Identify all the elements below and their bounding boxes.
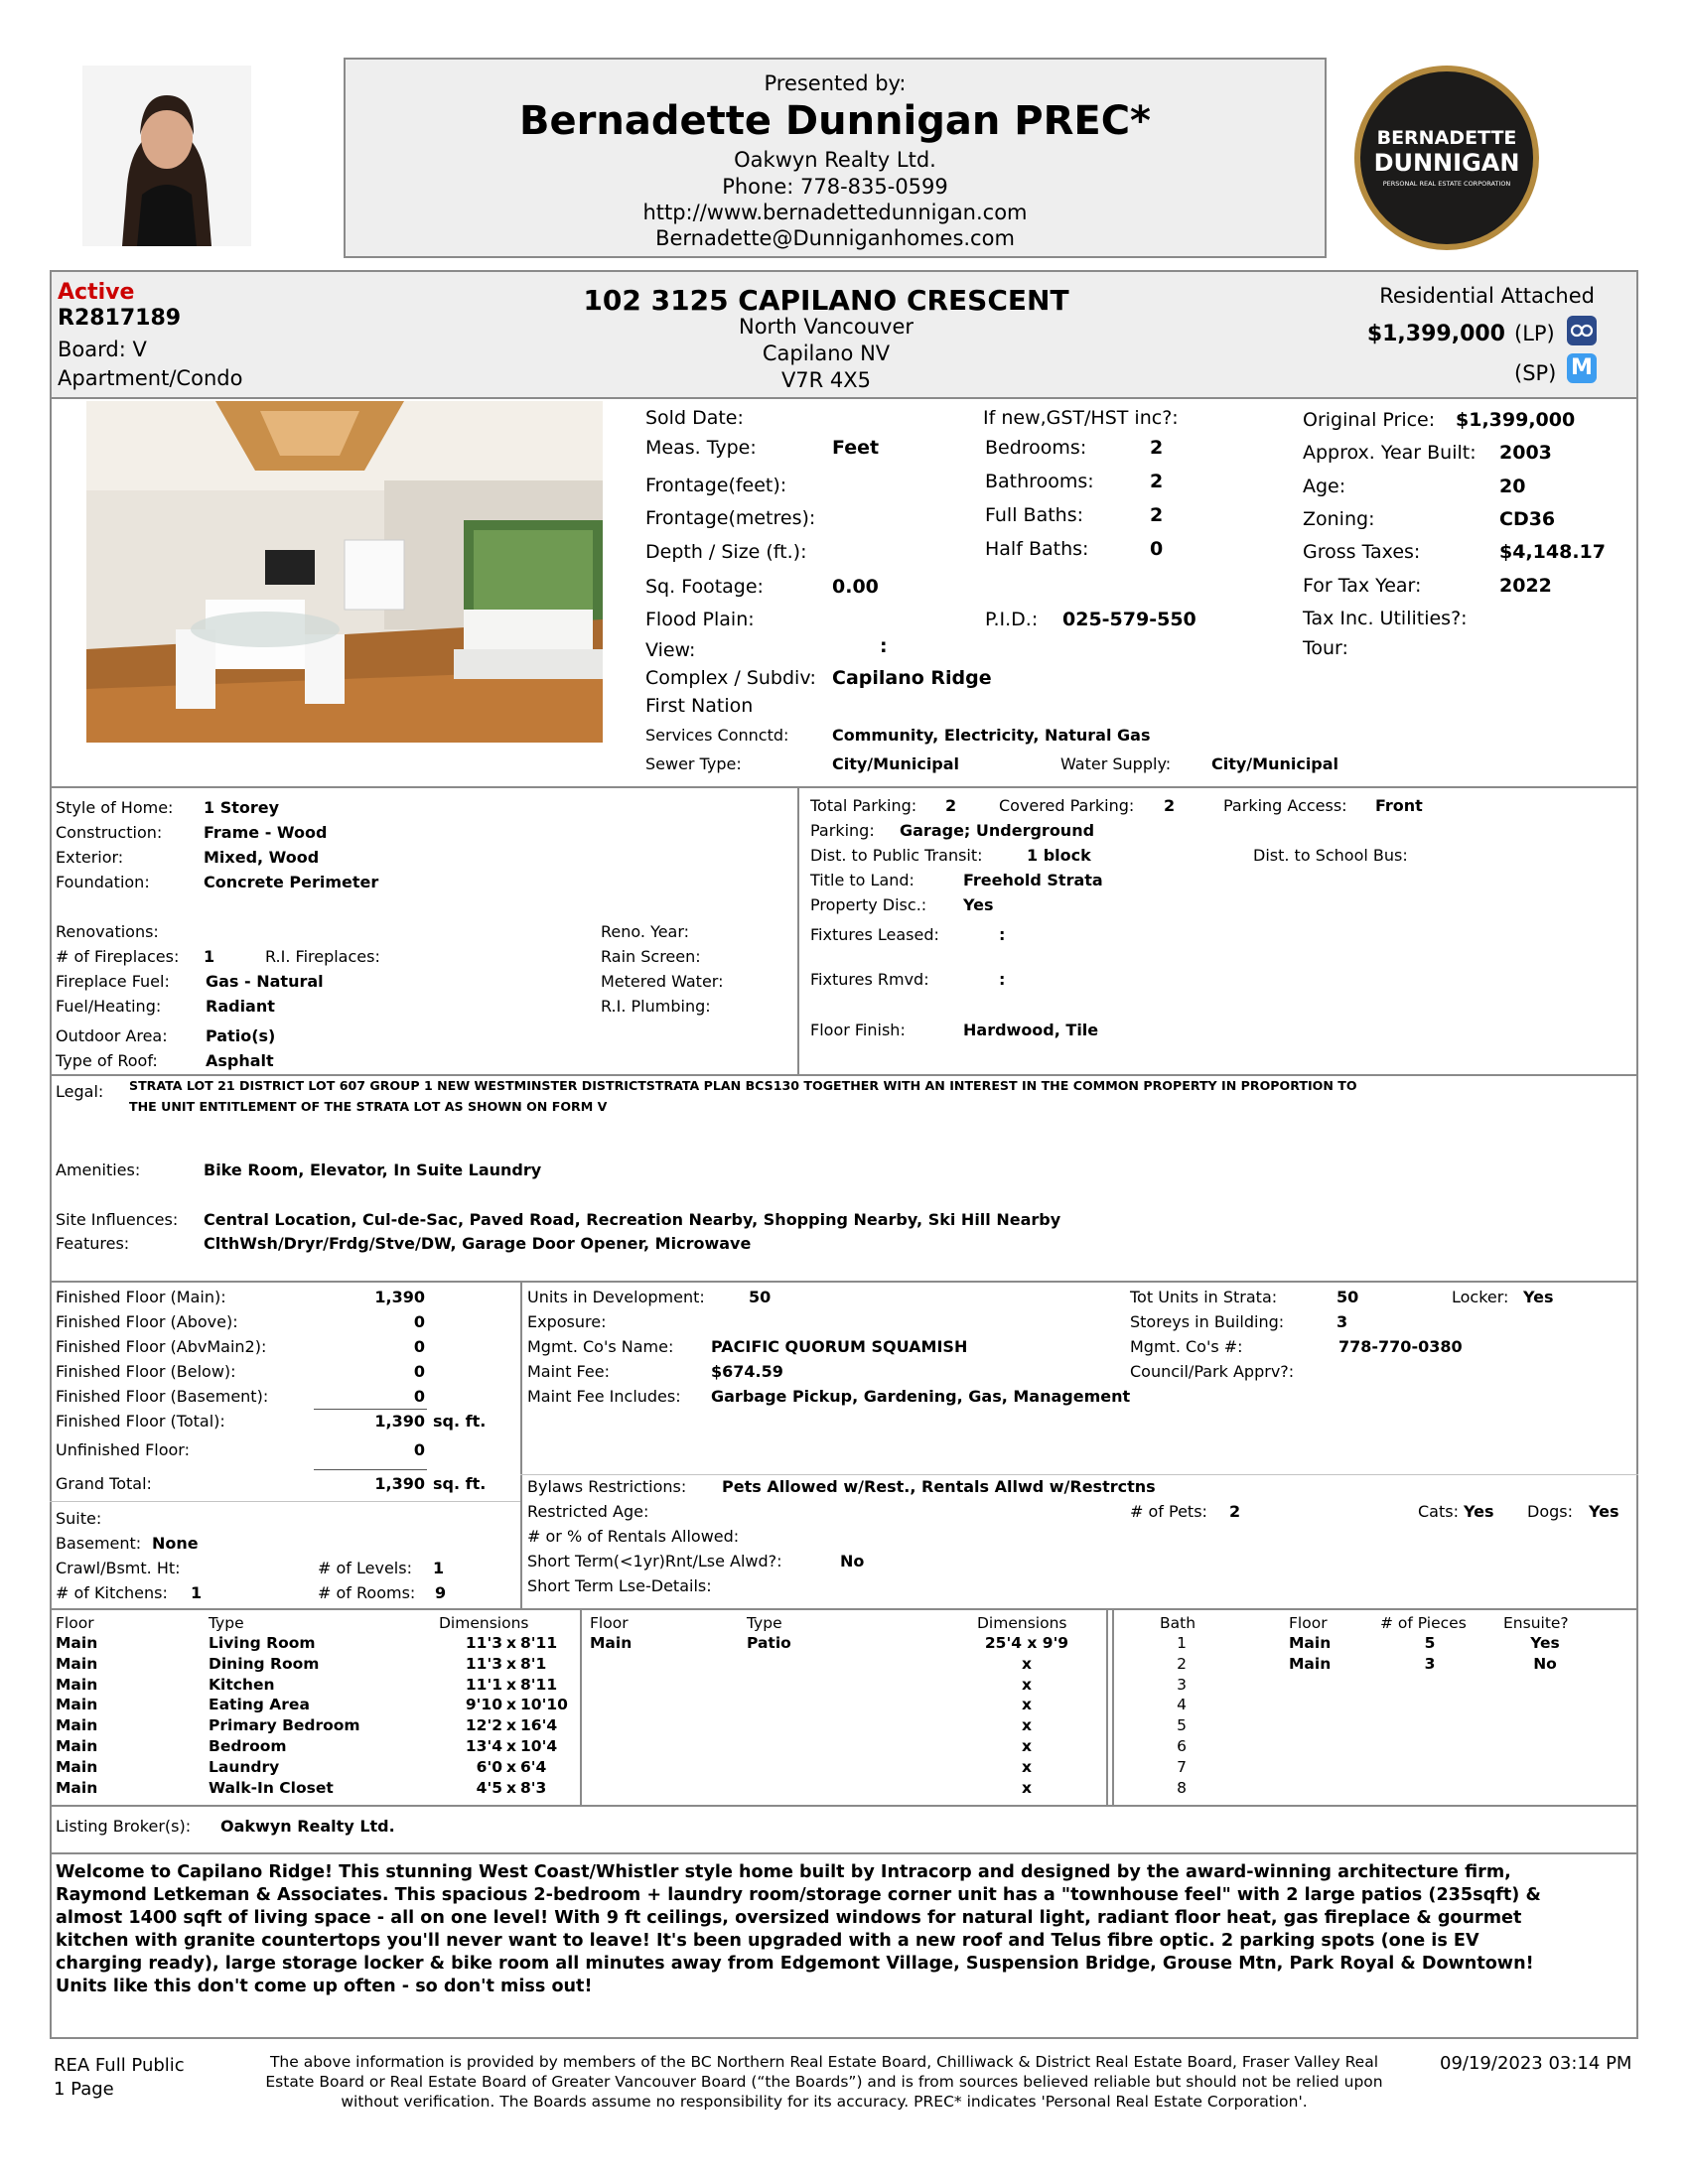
room-floor: Main bbox=[56, 1654, 98, 1673]
sold-date-label: Sold Date: bbox=[645, 407, 744, 429]
first-nation-label: First Nation bbox=[645, 695, 754, 717]
agent-photo bbox=[82, 66, 251, 246]
basement-type-value: None bbox=[152, 1534, 199, 1553]
listing-category: Residential Attached bbox=[1379, 284, 1595, 308]
property-type: Apartment/Condo bbox=[58, 366, 243, 390]
sewer-value: City/Municipal bbox=[832, 754, 960, 773]
bath-number: 8 bbox=[1177, 1778, 1187, 1797]
agent-email[interactable]: Bernadette@Dunniganhomes.com bbox=[655, 226, 1015, 250]
bath-floor: Main bbox=[1289, 1634, 1332, 1652]
fee-inc-value: Garbage Pickup, Gardening, Gas, Management bbox=[711, 1387, 1131, 1406]
title-label: Title to Land: bbox=[810, 871, 914, 889]
bath-header-pieces: # of Pieces bbox=[1380, 1614, 1467, 1632]
rooms-header-floor: Floor bbox=[56, 1614, 94, 1632]
room2-dimensions: x bbox=[1022, 1696, 1032, 1714]
features-value: ClthWsh/Dryr/Frdg/Stve/DW, Garage Door Opener, Microwave bbox=[204, 1234, 752, 1253]
complex-value: Capilano Ridge bbox=[832, 667, 992, 689]
room-dimension-sep: x bbox=[506, 1654, 516, 1673]
ri-fireplaces-label: R.I. Fireplaces: bbox=[265, 947, 380, 966]
room-floor: Main bbox=[56, 1716, 98, 1735]
bath-pieces: 5 bbox=[1424, 1634, 1436, 1652]
ff-above-label: Finished Floor (Above): bbox=[56, 1312, 238, 1331]
pets-value: 2 bbox=[1229, 1502, 1241, 1521]
ff-below-value: 0 bbox=[413, 1362, 425, 1381]
locker-value: Yes bbox=[1523, 1288, 1554, 1306]
floor-finish-value: Hardwood, Tile bbox=[963, 1021, 1099, 1039]
sqft-label: Sq. Footage: bbox=[645, 576, 764, 598]
ff-below-label: Finished Floor (Below): bbox=[56, 1362, 236, 1381]
glasses-icon[interactable] bbox=[1567, 316, 1597, 345]
bylaws-label: Bylaws Restrictions: bbox=[527, 1477, 687, 1496]
ff-basement-value: 0 bbox=[413, 1387, 425, 1406]
construction-value: Frame - Wood bbox=[204, 823, 328, 842]
ff-basement-label: Finished Floor (Basement): bbox=[56, 1387, 269, 1406]
listing-area: Capilano NV bbox=[762, 341, 891, 365]
transit-value: 1 block bbox=[1027, 846, 1091, 865]
logo-line-1: BERNADETTE bbox=[1376, 127, 1517, 149]
fuel-value: Radiant bbox=[206, 997, 275, 1016]
room-dimension-sep: x bbox=[506, 1737, 516, 1755]
services-value: Community, Electricity, Natural Gas bbox=[832, 726, 1151, 745]
fee-value: $674.59 bbox=[711, 1362, 783, 1381]
sp-label: (SP) bbox=[1514, 361, 1557, 385]
room-dimension-1: 6'0 bbox=[476, 1757, 502, 1776]
ff-main2-label: Finished Floor (AbvMain2): bbox=[56, 1337, 267, 1356]
renovations-label: Renovations: bbox=[56, 922, 159, 941]
view-label: View: bbox=[645, 639, 696, 661]
logo-line-3: PERSONAL REAL ESTATE CORPORATION bbox=[1382, 180, 1511, 188]
rain-screen-label: Rain Screen: bbox=[601, 947, 701, 966]
list-price: $1,399,000 bbox=[1366, 322, 1505, 346]
room-dimension-sep: x bbox=[506, 1757, 516, 1776]
remarks-line-1: Welcome to Capilano Ridge! This stunning West Coast/Whistler style home built by Intracorp and designed by the award-winning architecture firm, bbox=[56, 1862, 1511, 1882]
room2-dimensions: x bbox=[1022, 1757, 1032, 1776]
footer-pages: 1 Page bbox=[54, 2079, 114, 2100]
room-dimension-2: 10'10 bbox=[520, 1696, 568, 1714]
gst-label: If new,GST/HST inc?: bbox=[983, 407, 1179, 429]
dogs-label: Dogs: bbox=[1527, 1502, 1573, 1521]
floor-finish-label: Floor Finish: bbox=[810, 1021, 906, 1039]
short-term-label: Short Term(<1yr)Rnt/Lse Alwd?: bbox=[527, 1552, 782, 1570]
room-dimension-1: 13'4 bbox=[465, 1737, 502, 1755]
rooms-header-dimensions: Dimensions bbox=[439, 1614, 529, 1632]
half-baths-value: 0 bbox=[1150, 538, 1164, 560]
room-floor: Main bbox=[56, 1778, 98, 1797]
fuel-label: Fuel/Heating: bbox=[56, 997, 162, 1016]
room2-type: Patio bbox=[747, 1634, 791, 1652]
tax-inc-label: Tax Inc. Utilities?: bbox=[1303, 608, 1468, 629]
room-floor: Main bbox=[56, 1757, 98, 1776]
room-type: Dining Room bbox=[209, 1654, 320, 1673]
rooms-value: 9 bbox=[435, 1583, 447, 1602]
rmvd-value: : bbox=[999, 970, 1006, 989]
room-dimension-sep: x bbox=[506, 1778, 516, 1797]
depth-label: Depth / Size (ft.): bbox=[645, 541, 807, 563]
room-dimension-sep: x bbox=[506, 1696, 516, 1714]
cats-value: Yes bbox=[1464, 1502, 1494, 1521]
tax-year-value: 2022 bbox=[1499, 575, 1552, 597]
services-label: Services Connctd: bbox=[645, 726, 789, 745]
sewer-label: Sewer Type: bbox=[645, 754, 742, 773]
fireplaces-label: # of Fireplaces: bbox=[56, 947, 180, 966]
bath-ensuite: Yes bbox=[1530, 1634, 1560, 1652]
site-label: Site Influences: bbox=[56, 1210, 179, 1229]
rmvd-label: Fixtures Rmvd: bbox=[810, 970, 929, 989]
units-dev-value: 50 bbox=[749, 1288, 772, 1306]
room-type: Laundry bbox=[209, 1757, 280, 1776]
outdoor-label: Outdoor Area: bbox=[56, 1026, 168, 1045]
room-type: Walk-In Closet bbox=[209, 1778, 334, 1797]
rooms-header-type: Type bbox=[209, 1614, 244, 1632]
footer-disclaimer-1: The above information is provided by members of the BC Northern Real Estate Board, Chilliwack & District Real Estate Board, Fraser Valley Real bbox=[269, 2053, 1379, 2071]
bath-number: 7 bbox=[1177, 1757, 1187, 1776]
lp-label: (LP) bbox=[1514, 322, 1555, 345]
status-badge: Active bbox=[58, 280, 135, 305]
parking-access-value: Front bbox=[1375, 796, 1423, 815]
rooms2-header-floor: Floor bbox=[590, 1614, 629, 1632]
mgmt-value: PACIFIC QUORUM SQUAMISH bbox=[711, 1337, 968, 1356]
room-dimension-2: 10'4 bbox=[520, 1737, 558, 1755]
levels-label: # of Levels: bbox=[318, 1559, 412, 1577]
room-dimension-1: 4'5 bbox=[476, 1778, 502, 1797]
ff-total-label: Finished Floor (Total): bbox=[56, 1412, 225, 1431]
ff-above-value: 0 bbox=[413, 1312, 425, 1331]
disc-value: Yes bbox=[963, 895, 994, 914]
grand-total-unit: sq. ft. bbox=[433, 1474, 487, 1493]
bylaws-value: Pets Allowed w/Rest., Rentals Allwd w/Restrctns bbox=[722, 1477, 1156, 1496]
reno-year-label: Reno. Year: bbox=[601, 922, 690, 941]
room-floor: Main bbox=[56, 1634, 98, 1652]
broker-label: Listing Broker(s): bbox=[56, 1817, 192, 1836]
leased-value: : bbox=[999, 925, 1006, 944]
rooms2-header-type: Type bbox=[747, 1614, 782, 1632]
cats-label: Cats: bbox=[1418, 1502, 1459, 1521]
rooms2-header-dimensions: Dimensions bbox=[977, 1614, 1067, 1632]
sqft-value: 0.00 bbox=[832, 576, 879, 598]
pid-label: P.I.D.: bbox=[985, 609, 1039, 630]
remarks-line-6: Units like this don't come up often - so don't miss out! bbox=[56, 1977, 593, 1996]
year-built-value: 2003 bbox=[1499, 442, 1552, 464]
rentals-label: # or % of Rentals Allowed: bbox=[527, 1527, 740, 1546]
meas-type-label: Meas. Type: bbox=[645, 437, 757, 459]
disc-label: Property Disc.: bbox=[810, 895, 927, 914]
listing-city: North Vancouver bbox=[738, 315, 914, 339]
agent-website[interactable]: http://www.bernadettedunnigan.com bbox=[642, 201, 1028, 224]
view-value: : bbox=[880, 635, 888, 657]
orig-price-value: $1,399,000 bbox=[1456, 409, 1576, 431]
legal-line-1: STRATA LOT 21 DISTRICT LOT 607 GROUP 1 NEW WESTMINSTER DISTRICTSTRATA PLAN BCS130 TOGETHER WITH AN INTEREST IN THE COMMON PROPERTY IN PROPORTION TO bbox=[129, 1078, 1357, 1093]
bath-number: 4 bbox=[1177, 1696, 1187, 1714]
crawl-label: Crawl/Bsmt. Ht: bbox=[56, 1559, 181, 1577]
storeys-value: 3 bbox=[1336, 1312, 1348, 1331]
room2-dimensions: x bbox=[1022, 1675, 1032, 1694]
listing-postal: V7R 4X5 bbox=[780, 368, 872, 392]
pid-value: 025-579-550 bbox=[1062, 609, 1196, 630]
fee-label: Maint Fee: bbox=[527, 1362, 610, 1381]
fireplace-fuel-value: Gas - Natural bbox=[206, 972, 324, 991]
taxes-label: Gross Taxes: bbox=[1303, 541, 1421, 563]
bath-floor: Main bbox=[1289, 1654, 1332, 1673]
full-baths-value: 2 bbox=[1150, 504, 1164, 526]
bath-number: 5 bbox=[1177, 1716, 1187, 1735]
board: Board: V bbox=[58, 338, 147, 361]
footer-report-type: REA Full Public bbox=[54, 2055, 185, 2076]
bath-ensuite: No bbox=[1533, 1654, 1557, 1673]
bathrooms-label: Bathrooms: bbox=[985, 471, 1094, 492]
room2-dimensions: x bbox=[1022, 1716, 1032, 1735]
room-dimension-2: 8'1 bbox=[520, 1654, 547, 1673]
bath-number: 2 bbox=[1177, 1654, 1187, 1673]
frontage-m-label: Frontage(metres): bbox=[645, 507, 816, 529]
remarks-line-3: almost 1400 sqft of living space - all on one level! With 9 ft ceilings, oversized windows for natural light, radiant floor heat, gas fireplace & gourmet bbox=[56, 1908, 1522, 1928]
room2-floor: Main bbox=[590, 1634, 633, 1652]
bath-pieces: 3 bbox=[1424, 1654, 1436, 1673]
exposure-label: Exposure: bbox=[527, 1312, 607, 1331]
site-value: Central Location, Cul-de-Sac, Paved Road, Recreation Nearby, Shopping Nearby, Ski Hill Nearby bbox=[204, 1210, 1061, 1229]
full-baths-label: Full Baths: bbox=[985, 504, 1083, 526]
grand-total-value: 1,390 bbox=[374, 1474, 425, 1493]
suite-label: Suite: bbox=[56, 1509, 102, 1528]
water-value: City/Municipal bbox=[1211, 754, 1339, 773]
features-label: Features: bbox=[56, 1234, 130, 1253]
complex-label: Complex / Subdiv: bbox=[645, 667, 816, 689]
units-dev-label: Units in Development: bbox=[527, 1288, 705, 1306]
taxes-value: $4,148.17 bbox=[1499, 541, 1606, 563]
parking-value: Garage; Underground bbox=[900, 821, 1095, 840]
room-floor: Main bbox=[56, 1696, 98, 1714]
room-dimension-1: 9'10 bbox=[465, 1696, 502, 1714]
remarks-line-4: kitchen with granite countertops you'll never want to leave! It's been upgraded with a new roof and Telus fibre optic. 2 parking spots (one is EV bbox=[56, 1931, 1479, 1951]
listing-address: 102 3125 CAPILANO CRESCENT bbox=[583, 284, 1069, 317]
fireplaces-value: 1 bbox=[204, 947, 215, 966]
frontage-ft-label: Frontage(feet): bbox=[645, 475, 787, 496]
water-label: Water Supply: bbox=[1060, 754, 1172, 773]
room-dimension-2: 8'11 bbox=[520, 1634, 558, 1652]
total-parking-value: 2 bbox=[945, 796, 957, 815]
room-type: Kitchen bbox=[209, 1675, 275, 1694]
room-dimension-1: 12'2 bbox=[465, 1716, 502, 1735]
style-value: 1 Storey bbox=[204, 798, 280, 817]
total-parking-label: Total Parking: bbox=[810, 796, 917, 815]
ff-main2-value: 0 bbox=[413, 1337, 425, 1356]
rooms-label: # of Rooms: bbox=[318, 1583, 416, 1602]
footer-disclaimer-3: without verification. The Boards assume no responsibility for its accuracy. PREC* indicates 'Personal Real Estate Corporation'. bbox=[341, 2093, 1308, 2111]
ff-main-label: Finished Floor (Main): bbox=[56, 1288, 226, 1306]
bath-number: 1 bbox=[1177, 1634, 1187, 1652]
agent-name: Bernadette Dunnigan PREC* bbox=[519, 98, 1151, 144]
room-dimension-sep: x bbox=[506, 1675, 516, 1694]
listing-photo[interactable] bbox=[86, 401, 603, 743]
bedrooms-value: 2 bbox=[1150, 437, 1164, 459]
half-baths-label: Half Baths: bbox=[985, 538, 1089, 560]
leased-label: Fixtures Leased: bbox=[810, 925, 939, 944]
room-floor: Main bbox=[56, 1675, 98, 1694]
fireplace-fuel-label: Fireplace Fuel: bbox=[56, 972, 170, 991]
foundation-label: Foundation: bbox=[56, 873, 150, 891]
basement-type-label: Basement: bbox=[56, 1534, 142, 1553]
tour-label: Tour: bbox=[1303, 637, 1348, 659]
outdoor-value: Patio(s) bbox=[206, 1026, 276, 1045]
short-details-label: Short Term Lse-Details: bbox=[527, 1576, 712, 1595]
brokerage-name: Oakwyn Realty Ltd. bbox=[734, 148, 936, 172]
broker-value: Oakwyn Realty Ltd. bbox=[220, 1817, 395, 1836]
room-dimension-sep: x bbox=[506, 1634, 516, 1652]
ff-total-value: 1,390 bbox=[374, 1412, 425, 1431]
restricted-label: Restricted Age: bbox=[527, 1502, 649, 1521]
storeys-label: Storeys in Building: bbox=[1130, 1312, 1285, 1331]
room-dimension-sep: x bbox=[506, 1716, 516, 1735]
ff-total-unit: sq. ft. bbox=[433, 1412, 487, 1431]
room-type: Living Room bbox=[209, 1634, 316, 1652]
mgmt-num-label: Mgmt. Co's #: bbox=[1130, 1337, 1243, 1356]
zoning-value: CD36 bbox=[1499, 508, 1556, 530]
room2-dimensions: x bbox=[1022, 1654, 1032, 1673]
meas-type-value: Feet bbox=[832, 437, 880, 459]
school-bus-label: Dist. to School Bus: bbox=[1253, 846, 1408, 865]
title-value: Freehold Strata bbox=[963, 871, 1103, 889]
parking-access-label: Parking Access: bbox=[1223, 796, 1347, 815]
zoning-label: Zoning: bbox=[1303, 508, 1375, 530]
covered-parking-value: 2 bbox=[1164, 796, 1176, 815]
amenities-label: Amenities: bbox=[56, 1160, 141, 1179]
room2-dimensions: x bbox=[1022, 1778, 1032, 1797]
mgmt-num-value: 778-770-0380 bbox=[1338, 1337, 1463, 1356]
amenities-value: Bike Room, Elevator, In Suite Laundry bbox=[204, 1160, 542, 1179]
bath-header-number: Bath bbox=[1160, 1614, 1196, 1632]
ff-main-value: 1,390 bbox=[374, 1288, 425, 1306]
room2-dimensions: 25'4 x 9'9 bbox=[984, 1634, 1069, 1652]
exterior-value: Mixed, Wood bbox=[204, 848, 320, 867]
exterior-label: Exterior: bbox=[56, 848, 124, 867]
room-dimension-2: 8'3 bbox=[520, 1778, 547, 1797]
flood-label: Flood Plain: bbox=[645, 609, 755, 630]
logo-line-2: DUNNIGAN bbox=[1373, 149, 1520, 177]
room-type: Primary Bedroom bbox=[209, 1716, 360, 1735]
remarks-line-2: Raymond Letkeman & Associates. This spacious 2-bedroom + laundry room/storage corner unit has a "townhouse feel" with 2 large patios (235sqft) & bbox=[56, 1885, 1541, 1905]
foundation-value: Concrete Perimeter bbox=[204, 873, 379, 891]
tax-year-label: For Tax Year: bbox=[1303, 575, 1422, 597]
unfinished-label: Unfinished Floor: bbox=[56, 1440, 190, 1459]
roof-label: Type of Roof: bbox=[56, 1051, 158, 1070]
short-term-value: No bbox=[840, 1552, 865, 1570]
footer-disclaimer-2: Estate Board or Real Estate Board of Greater Vancouver Board (“the Boards”) and is from sources believed reliable but should not be relied upon bbox=[265, 2073, 1383, 2091]
tot-units-label: Tot Units in Strata: bbox=[1130, 1288, 1278, 1306]
room-dimension-2: 6'4 bbox=[520, 1757, 547, 1776]
unfinished-value: 0 bbox=[413, 1440, 425, 1459]
agent-phone: Phone: 778-835-0599 bbox=[722, 175, 948, 199]
room-type: Eating Area bbox=[209, 1696, 310, 1714]
room2-dimensions: x bbox=[1022, 1737, 1032, 1755]
room-floor: Main bbox=[56, 1737, 98, 1755]
brand-logo bbox=[1354, 66, 1539, 250]
room-dimension-2: 16'4 bbox=[520, 1716, 558, 1735]
bath-number: 6 bbox=[1177, 1737, 1187, 1755]
year-built-label: Approx. Year Built: bbox=[1303, 442, 1477, 464]
levels-value: 1 bbox=[433, 1559, 445, 1577]
construction-label: Construction: bbox=[56, 823, 163, 842]
roof-value: Asphalt bbox=[206, 1051, 274, 1070]
legal-line-2: THE UNIT ENTITLEMENT OF THE STRATA LOT AS SHOWN ON FORM V bbox=[129, 1099, 608, 1114]
room-dimension-1: 11'3 bbox=[465, 1634, 502, 1652]
parking-label: Parking: bbox=[810, 821, 875, 840]
bathrooms-value: 2 bbox=[1150, 471, 1164, 492]
bedrooms-label: Bedrooms: bbox=[985, 437, 1087, 459]
age-value: 20 bbox=[1499, 476, 1526, 497]
presented-by-label: Presented by: bbox=[764, 71, 907, 95]
tot-units-value: 50 bbox=[1336, 1288, 1359, 1306]
mls-number: R2817189 bbox=[58, 306, 182, 331]
footer-date: 09/19/2023 03:14 PM bbox=[1440, 2053, 1632, 2074]
covered-parking-label: Covered Parking: bbox=[999, 796, 1135, 815]
room-dimension-2: 8'11 bbox=[520, 1675, 558, 1694]
orig-price-label: Original Price: bbox=[1303, 409, 1436, 431]
bath-header-floor: Floor bbox=[1289, 1614, 1328, 1632]
bath-number: 3 bbox=[1177, 1675, 1187, 1694]
m-badge-icon[interactable]: M bbox=[1567, 353, 1597, 383]
council-label: Council/Park Apprv?: bbox=[1130, 1362, 1295, 1381]
age-label: Age: bbox=[1303, 476, 1346, 497]
room-type: Bedroom bbox=[209, 1737, 287, 1755]
locker-label: Locker: bbox=[1452, 1288, 1509, 1306]
fee-inc-label: Maint Fee Includes: bbox=[527, 1387, 681, 1406]
dogs-value: Yes bbox=[1589, 1502, 1619, 1521]
style-label: Style of Home: bbox=[56, 798, 174, 817]
kitchens-value: 1 bbox=[191, 1583, 203, 1602]
kitchens-label: # of Kitchens: bbox=[56, 1583, 168, 1602]
bath-header-ensuite: Ensuite? bbox=[1503, 1614, 1569, 1632]
ri-plumbing-label: R.I. Plumbing: bbox=[601, 997, 711, 1016]
legal-label: Legal: bbox=[56, 1082, 104, 1101]
mgmt-label: Mgmt. Co's Name: bbox=[527, 1337, 674, 1356]
remarks-line-5: charging ready), large storage locker & bike room all minutes away from Edgemont Village, Suspension Bridge, Grouse Mtn, Park Royal & Downtown! bbox=[56, 1954, 1534, 1974]
grand-total-label: Grand Total: bbox=[56, 1474, 152, 1493]
room-dimension-1: 11'1 bbox=[465, 1675, 502, 1694]
pets-label: # of Pets: bbox=[1130, 1502, 1207, 1521]
transit-label: Dist. to Public Transit: bbox=[810, 846, 983, 865]
metered-label: Metered Water: bbox=[601, 972, 724, 991]
room-dimension-1: 11'3 bbox=[465, 1654, 502, 1673]
